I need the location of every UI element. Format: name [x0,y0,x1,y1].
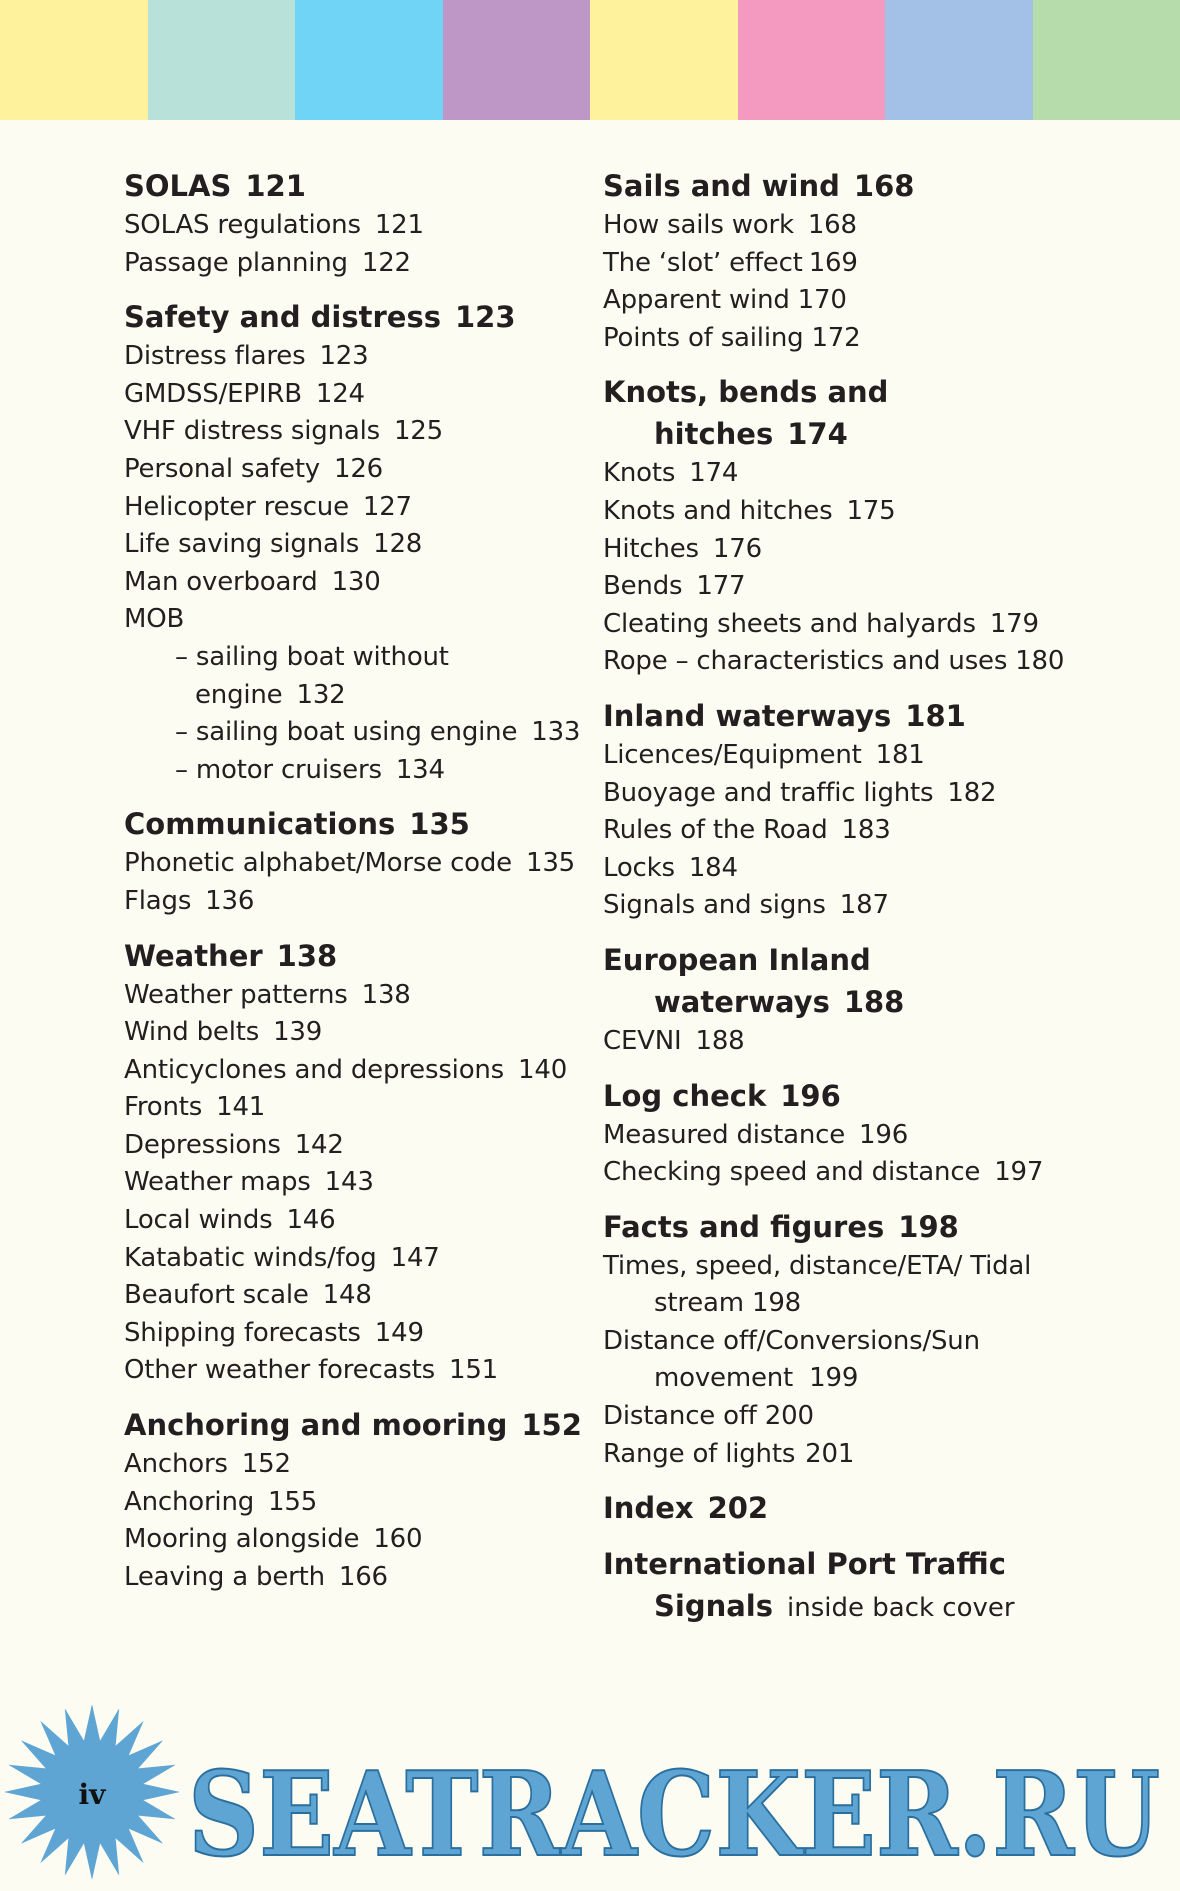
toc-subentry[interactable]: – sailing boat using engine 133 [175,717,581,748]
toc-entry[interactable]: Apparent wind 170 [603,285,847,316]
toc-entry[interactable]: Anticyclones and depressions 140 [124,1054,568,1085]
section-european-inland-waterways [603,939,1163,1061]
section-heading-continued[interactable]: Signals inside back cover [654,1589,1015,1624]
toc-entry[interactable]: Leaving a berth 166 [124,1561,388,1592]
section-index [603,1487,1163,1529]
toc-entry[interactable]: Flags 136 [124,885,255,916]
section-anchoring-and-mooring [124,1404,584,1596]
section-weather [124,935,584,1391]
toc-entry[interactable]: Shipping forecasts 149 [124,1317,424,1348]
toc-entry[interactable]: Times, speed, distance/ETA/ Tidal [603,1250,1032,1281]
section-heading[interactable]: Communications 135 [124,807,470,842]
toc-entry[interactable]: Knots 174 [603,458,739,489]
toc-subentry: – sailing boat without [175,641,449,672]
section-inland-waterways [603,695,1163,925]
section-solas [124,165,584,282]
toc-entry[interactable]: Licences/Equipment 181 [603,739,925,770]
footer-art [0,1705,1180,1891]
section-heading[interactable]: Anchoring and mooring 152 [124,1408,582,1443]
toc-entry: MOB [124,604,185,635]
toc-entry[interactable]: Passage planning 122 [124,247,411,278]
toc-entry[interactable]: SOLAS regulations 121 [124,210,424,240]
section-safety-and-distress [124,296,584,789]
toc-entry[interactable]: Measured distance 196 [603,1119,909,1150]
toc-entry[interactable]: Life saving signals 128 [124,529,423,560]
page-footer [0,1705,1180,1891]
toc-entry[interactable]: Anchoring 155 [124,1486,318,1517]
toc-entry[interactable]: GMDSS/EPIRB 124 [124,378,365,409]
section-heading[interactable]: SOLAS 121 [124,169,306,203]
section-heading[interactable]: International Port Traffic [603,1547,1006,1582]
toc-entry[interactable]: How sails work 168 [603,210,857,240]
toc-entry[interactable]: Points of sailing 172 [603,322,861,353]
section-international-port-traffic-signals [603,1543,1163,1629]
section-heading[interactable]: Log check 196 [603,1078,841,1113]
toc-entry[interactable]: Locks 184 [603,852,738,883]
section-sails-and-wind [603,165,1163,357]
toc-entry[interactable]: Knots and hitches 175 [603,495,896,526]
toc-entry[interactable]: Depressions 142 [124,1129,344,1160]
toc-entry[interactable]: Bends 177 [603,571,746,602]
toc-entry[interactable]: Man overboard 130 [124,566,381,597]
toc-entry[interactable]: Distance off 200 [603,1401,814,1432]
toc-entry[interactable]: Hitches 176 [603,533,762,564]
toc-entry-continued[interactable]: movement 199 [654,1363,859,1394]
section-heading[interactable]: Inland waterways 181 [603,698,966,733]
color-swatch [885,0,1033,120]
toc-entry[interactable]: Rope – characteristics and uses 180 [603,646,1065,677]
color-swatch [1033,0,1180,120]
contents-right-column [603,165,1163,1643]
toc-entry[interactable]: Fronts 141 [124,1092,266,1123]
toc-entry[interactable]: Distress flares 123 [124,341,369,372]
toc-entry[interactable]: Buoyage and traffic lights 182 [603,777,997,808]
toc-subentry[interactable]: – motor cruisers 134 [175,754,445,785]
section-heading[interactable]: Facts and figures 198 [603,1209,959,1244]
toc-entry[interactable]: Phonetic alphabet/Morse code 135 [124,848,576,879]
section-heading[interactable]: Index 202 [603,1491,769,1526]
page-number: iv [78,1778,106,1811]
color-swatch [738,0,886,120]
toc-entry[interactable]: Cleating sheets and halyards 179 [603,608,1039,639]
toc-entry-continued[interactable]: stream 198 [654,1288,802,1319]
section-heading-continued[interactable]: waterways 188 [654,984,905,1019]
toc-entry[interactable]: Weather maps 143 [124,1167,374,1198]
color-bar [0,0,1180,120]
toc-entry[interactable]: Weather patterns 138 [124,979,411,1010]
toc-entry[interactable]: Anchors 152 [124,1449,291,1480]
color-swatch [148,0,296,120]
contents-left-column [124,165,584,1610]
color-swatch [295,0,443,120]
toc-subentry[interactable]: engine 132 [195,679,346,710]
section-log-check [603,1075,1163,1192]
section-heading[interactable]: Knots, bends and [603,375,889,410]
toc-entry[interactable]: The ‘slot’ effect 169 [603,247,858,278]
toc-entry[interactable]: Beaufort scale 148 [124,1280,372,1311]
watermark-text: SEATRACKER.RU [188,1747,1160,1883]
toc-entry[interactable]: Personal safety 126 [124,453,384,484]
color-swatch [443,0,591,120]
toc-entry[interactable]: Helicopter rescue 127 [124,491,412,522]
toc-entry[interactable]: Rules of the Road 183 [603,815,891,846]
section-heading-continued[interactable]: hitches 174 [654,417,848,452]
section-heading[interactable]: European Inland [603,942,871,977]
toc-entry[interactable]: Katabatic winds/fog 147 [124,1242,440,1273]
section-communications [124,803,584,920]
section-heading[interactable]: Safety and distress 123 [124,300,516,335]
section-heading[interactable]: Sails and wind 168 [603,169,915,203]
toc-entry[interactable]: VHF distress signals 125 [124,416,443,447]
toc-entry[interactable]: Distance off/Conversions/Sun [603,1325,980,1356]
section-heading[interactable]: Weather 138 [124,938,338,973]
section-facts-and-figures [603,1206,1163,1474]
toc-entry[interactable]: Wind belts 139 [124,1017,323,1048]
toc-entry[interactable]: Other weather forecasts 151 [124,1355,499,1386]
toc-entry[interactable]: Range of lights 201 [603,1438,855,1469]
toc-entry[interactable]: Local winds 146 [124,1205,336,1236]
toc-entry[interactable]: CEVNI 188 [603,1025,745,1056]
section-knots-bends-and-hitches [603,371,1163,681]
toc-entry[interactable]: Mooring alongside 160 [124,1524,423,1555]
color-swatch [590,0,738,120]
toc-entry[interactable]: Checking speed and distance 197 [603,1157,1044,1188]
toc-entry[interactable]: Signals and signs 187 [603,890,889,921]
color-swatch [0,0,148,120]
